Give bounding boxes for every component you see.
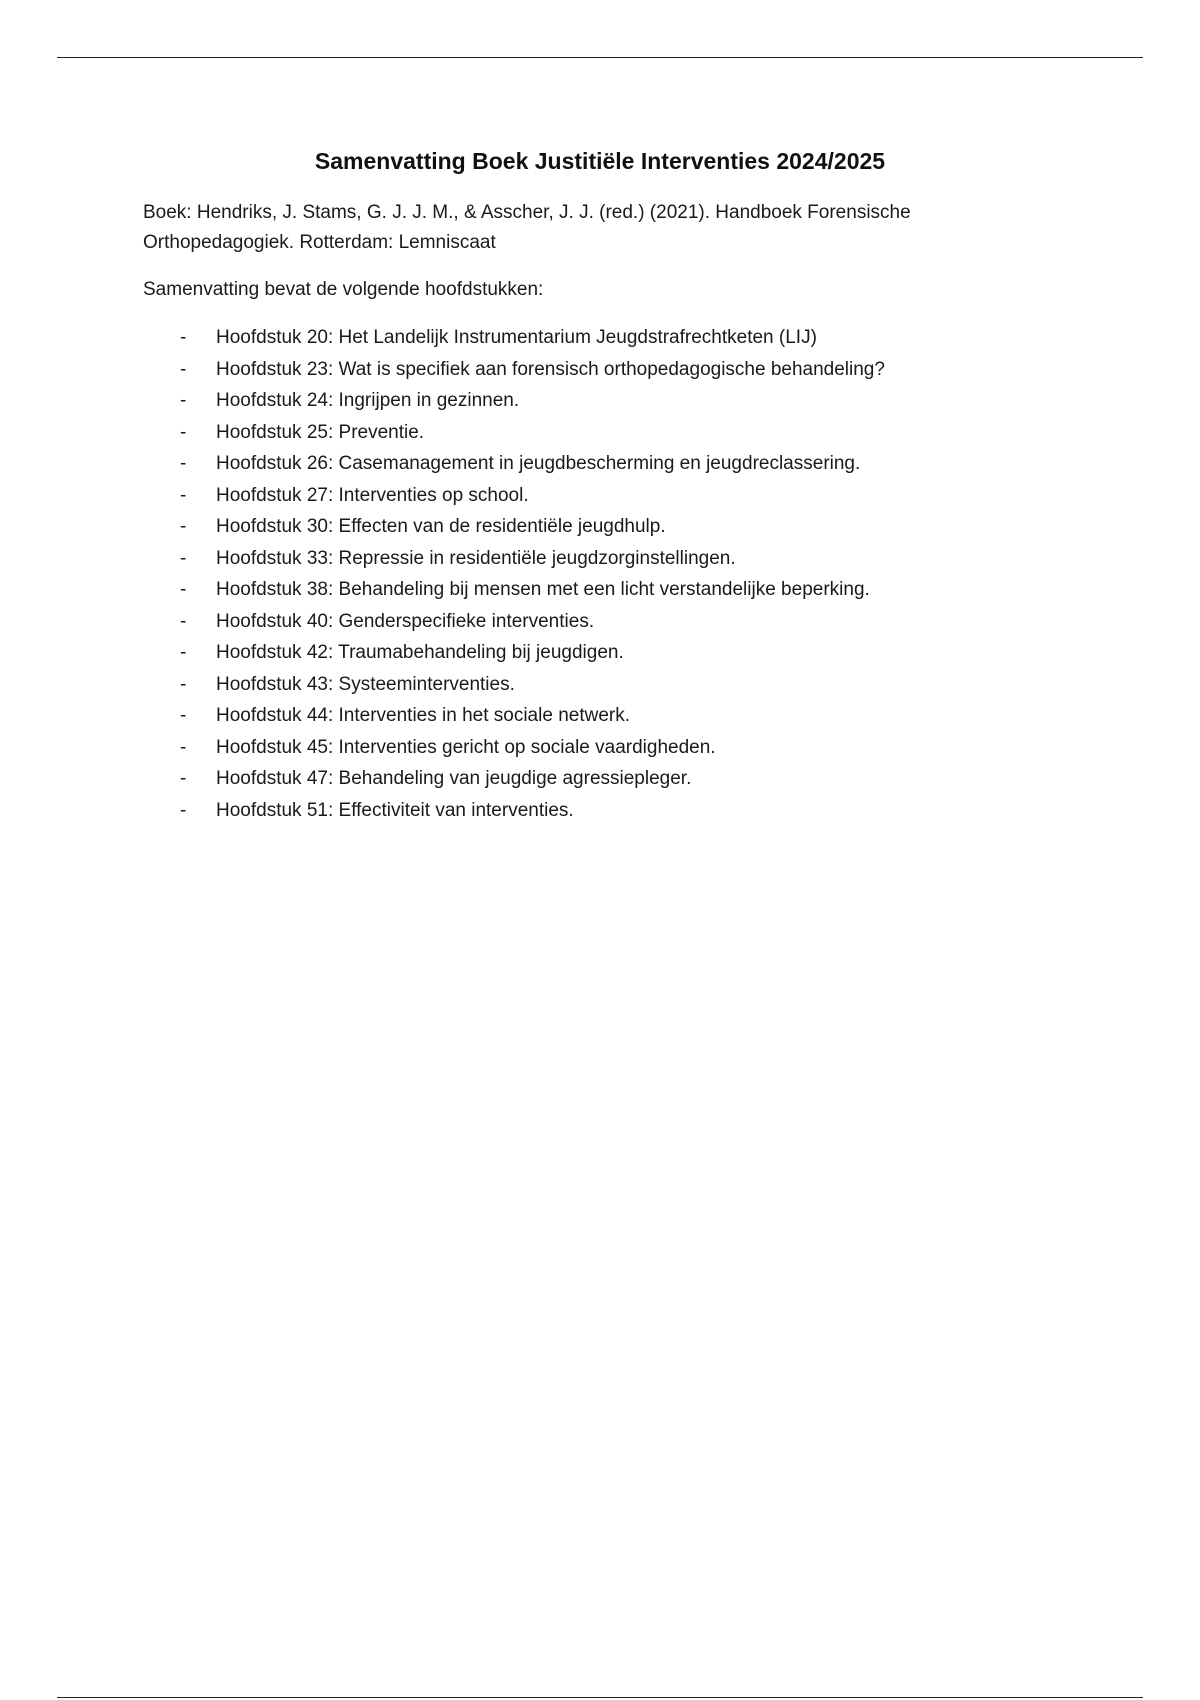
bullet-dash: -	[180, 516, 187, 537]
chapter-list-item	[143, 543, 1043, 575]
bullet-dash: -	[180, 421, 187, 443]
chapter-title: Hoofdstuk 51: Effectiviteit van interventies.	[216, 799, 574, 821]
chapter-title: Hoofdstuk 44: Interventies in het sociale netwerk.	[216, 705, 631, 726]
chapter-list-item	[143, 354, 1043, 386]
chapter-list-item	[143, 511, 1043, 543]
chapter-list-item	[143, 732, 1043, 764]
bullet-dash: -	[180, 642, 187, 663]
chapter-title: Hoofdstuk 47: Behandeling van jeugdige agressiepleger.	[216, 768, 692, 789]
intro-text: Samenvatting bevat de volgende hoofdstukken:	[143, 279, 544, 300]
chapter-list	[143, 322, 1043, 826]
bullet-dash: -	[180, 327, 187, 348]
chapter-list-item	[143, 700, 1043, 732]
chapter-title: Hoofdstuk 40: Genderspecifieke interventies.	[216, 610, 595, 632]
chapter-list-item	[143, 385, 1043, 417]
bullet-dash: -	[180, 484, 187, 506]
bullet-dash: -	[180, 453, 187, 474]
bullet-dash: -	[180, 705, 187, 726]
footer-rule	[57, 1697, 1143, 1698]
chapter-title: Hoofdstuk 33: Repressie in residentiële jeugdzorginstellingen.	[216, 547, 736, 569]
chapter-title: Hoofdstuk 45: Interventies gericht op sociale vaardigheden.	[216, 736, 716, 758]
chapter-list-item	[143, 574, 1043, 606]
book-citation: Boek: Hendriks, J. Stams, G. J. J. M., & Asscher, J. J. (red.) (2021). Handboek Forensische Orthopedagogiek. Rotterdam: Lemniscaat	[143, 202, 911, 253]
chapter-title: Hoofdstuk 26: Casemanagement in jeugdbescherming en jeugdreclassering.	[216, 453, 861, 474]
chapter-title: Hoofdstuk 20: Het Landelijk Instrumentarium Jeugdstrafrechtketen (LIJ)	[216, 327, 817, 348]
chapter-title: Hoofdstuk 27: Interventies op school.	[216, 484, 529, 506]
chapter-list-item	[143, 606, 1043, 638]
chapter-title: Hoofdstuk 42: Traumabehandeling bij jeugdigen.	[216, 642, 624, 663]
chapter-list-item	[143, 637, 1043, 669]
bullet-dash: -	[180, 390, 187, 411]
document-title: Samenvatting Boek Justitiële Interventies 2024/2025	[314, 148, 886, 174]
bullet-dash: -	[180, 736, 187, 758]
chapter-list-item	[143, 448, 1043, 480]
chapter-list-item	[143, 763, 1043, 795]
chapter-list-item	[143, 480, 1043, 512]
chapter-title: Hoofdstuk 23: Wat is specifiek aan forensisch orthopedagogische behandeling?	[216, 358, 885, 380]
header-rule	[57, 57, 1143, 58]
chapter-title: Hoofdstuk 38: Behandeling bij mensen met een licht verstandelijke beperking.	[216, 579, 870, 600]
bullet-dash: -	[180, 673, 187, 695]
bullet-dash: -	[180, 547, 187, 569]
chapter-list-item	[143, 795, 1043, 827]
chapter-title: Hoofdstuk 43: Systeeminterventies.	[216, 673, 515, 695]
chapter-list-item	[143, 322, 1043, 354]
chapter-title: Hoofdstuk 24: Ingrijpen in gezinnen.	[216, 390, 520, 411]
chapter-title: Hoofdstuk 25: Preventie.	[216, 421, 425, 443]
chapter-list-item	[143, 669, 1043, 701]
bullet-dash: -	[180, 358, 187, 380]
bullet-dash: -	[180, 579, 187, 600]
bullet-dash: -	[180, 610, 187, 632]
chapter-list-item	[143, 417, 1043, 449]
chapter-title: Hoofdstuk 30: Effecten van de residentiële jeugdhulp.	[216, 516, 666, 537]
bullet-dash: -	[180, 799, 187, 821]
bullet-dash: -	[180, 768, 187, 789]
